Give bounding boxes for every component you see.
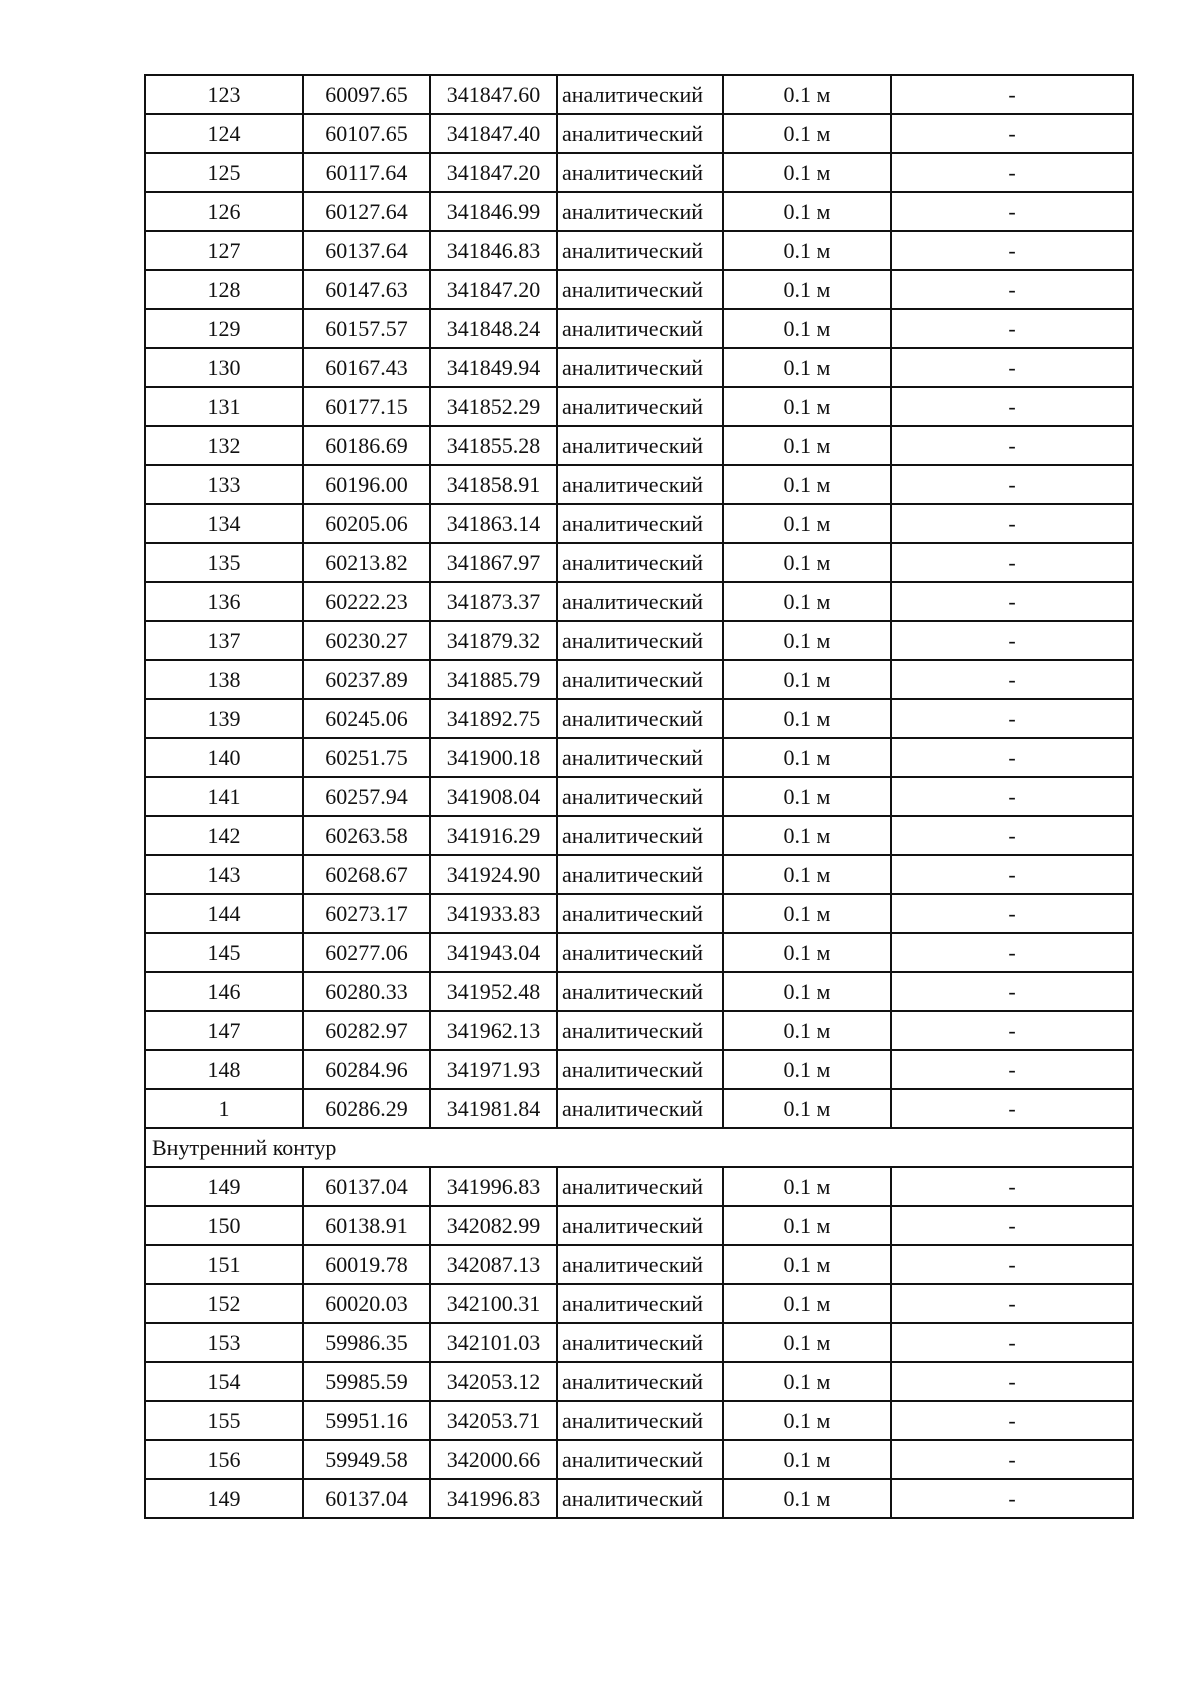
method-cell: аналитический: [557, 231, 723, 270]
note-cell: -: [891, 1011, 1133, 1050]
point-number-cell: 156: [145, 1440, 303, 1479]
y-coordinate-cell: 341943.04: [430, 933, 557, 972]
x-coordinate-cell: 60230.27: [303, 621, 430, 660]
table-row: [145, 1323, 1133, 1362]
note-cell: -: [891, 1284, 1133, 1323]
table-row: [145, 387, 1133, 426]
y-coordinate-cell: 341962.13: [430, 1011, 557, 1050]
accuracy-cell: 0.1 м: [723, 816, 891, 855]
y-coordinate-cell: 341863.14: [430, 504, 557, 543]
method-cell: аналитический: [557, 1284, 723, 1323]
table-row: [145, 933, 1133, 972]
point-number-cell: 126: [145, 192, 303, 231]
table-row: [145, 777, 1133, 816]
y-coordinate-cell: 342100.31: [430, 1284, 557, 1323]
method-cell: аналитический: [557, 777, 723, 816]
method-cell: аналитический: [557, 75, 723, 114]
table-row: [145, 855, 1133, 894]
method-cell: аналитический: [557, 738, 723, 777]
note-cell: -: [891, 699, 1133, 738]
y-coordinate-cell: 341847.20: [430, 270, 557, 309]
point-number-cell: 127: [145, 231, 303, 270]
section-header-group: [145, 1128, 1133, 1167]
y-coordinate-cell: 341867.97: [430, 543, 557, 582]
table-row: [145, 1050, 1133, 1089]
x-coordinate-cell: 59985.59: [303, 1362, 430, 1401]
note-cell: -: [891, 1479, 1133, 1518]
accuracy-cell: 0.1 м: [723, 153, 891, 192]
note-cell: -: [891, 1089, 1133, 1128]
x-coordinate-cell: 60273.17: [303, 894, 430, 933]
inner-contour-rows: [145, 1167, 1133, 1518]
table-row: [145, 192, 1133, 231]
method-cell: аналитический: [557, 465, 723, 504]
point-number-cell: 132: [145, 426, 303, 465]
method-cell: аналитический: [557, 1362, 723, 1401]
table-row: [145, 1206, 1133, 1245]
point-number-cell: 154: [145, 1362, 303, 1401]
method-cell: аналитический: [557, 1479, 723, 1518]
note-cell: -: [891, 972, 1133, 1011]
x-coordinate-cell: 59949.58: [303, 1440, 430, 1479]
method-cell: аналитический: [557, 1050, 723, 1089]
method-cell: аналитический: [557, 1167, 723, 1206]
y-coordinate-cell: 341900.18: [430, 738, 557, 777]
method-cell: аналитический: [557, 1245, 723, 1284]
point-number-cell: 145: [145, 933, 303, 972]
note-cell: -: [891, 933, 1133, 972]
accuracy-cell: 0.1 м: [723, 1440, 891, 1479]
accuracy-cell: 0.1 м: [723, 1323, 891, 1362]
point-number-cell: 147: [145, 1011, 303, 1050]
y-coordinate-cell: 341847.60: [430, 75, 557, 114]
note-cell: -: [891, 1440, 1133, 1479]
table-row: [145, 1362, 1133, 1401]
accuracy-cell: 0.1 м: [723, 1089, 891, 1128]
point-number-cell: 142: [145, 816, 303, 855]
y-coordinate-cell: 341846.83: [430, 231, 557, 270]
y-coordinate-cell: 341981.84: [430, 1089, 557, 1128]
y-coordinate-cell: 341892.75: [430, 699, 557, 738]
note-cell: -: [891, 270, 1133, 309]
point-number-cell: 129: [145, 309, 303, 348]
table-row: [145, 153, 1133, 192]
y-coordinate-cell: 341952.48: [430, 972, 557, 1011]
y-coordinate-cell: 341924.90: [430, 855, 557, 894]
x-coordinate-cell: 60196.00: [303, 465, 430, 504]
y-coordinate-cell: 342101.03: [430, 1323, 557, 1362]
y-coordinate-cell: 341879.32: [430, 621, 557, 660]
y-coordinate-cell: 342082.99: [430, 1206, 557, 1245]
method-cell: аналитический: [557, 270, 723, 309]
x-coordinate-cell: 60127.64: [303, 192, 430, 231]
method-cell: аналитический: [557, 114, 723, 153]
method-cell: аналитический: [557, 387, 723, 426]
x-coordinate-cell: 60138.91: [303, 1206, 430, 1245]
point-number-cell: 155: [145, 1401, 303, 1440]
table-row: [145, 1089, 1133, 1128]
point-number-cell: 141: [145, 777, 303, 816]
method-cell: аналитический: [557, 1323, 723, 1362]
table-row: [145, 894, 1133, 933]
point-number-cell: 134: [145, 504, 303, 543]
x-coordinate-cell: 59986.35: [303, 1323, 430, 1362]
point-number-cell: 151: [145, 1245, 303, 1284]
accuracy-cell: 0.1 м: [723, 1362, 891, 1401]
x-coordinate-cell: 60280.33: [303, 972, 430, 1011]
y-coordinate-cell: 341847.20: [430, 153, 557, 192]
accuracy-cell: 0.1 м: [723, 270, 891, 309]
point-number-cell: 123: [145, 75, 303, 114]
point-number-cell: 138: [145, 660, 303, 699]
point-number-cell: 136: [145, 582, 303, 621]
accuracy-cell: 0.1 м: [723, 855, 891, 894]
x-coordinate-cell: 60282.97: [303, 1011, 430, 1050]
accuracy-cell: 0.1 м: [723, 543, 891, 582]
accuracy-cell: 0.1 м: [723, 1284, 891, 1323]
y-coordinate-cell: 341847.40: [430, 114, 557, 153]
accuracy-cell: 0.1 м: [723, 1167, 891, 1206]
note-cell: -: [891, 1050, 1133, 1089]
y-coordinate-cell: 342087.13: [430, 1245, 557, 1284]
table-row: [145, 504, 1133, 543]
x-coordinate-cell: 60167.43: [303, 348, 430, 387]
note-cell: -: [891, 582, 1133, 621]
x-coordinate-cell: 60251.75: [303, 738, 430, 777]
method-cell: аналитический: [557, 348, 723, 387]
point-number-cell: 133: [145, 465, 303, 504]
method-cell: аналитический: [557, 1206, 723, 1245]
accuracy-cell: 0.1 м: [723, 465, 891, 504]
method-cell: аналитический: [557, 192, 723, 231]
x-coordinate-cell: 60097.65: [303, 75, 430, 114]
point-number-cell: 143: [145, 855, 303, 894]
point-number-cell: 150: [145, 1206, 303, 1245]
x-coordinate-cell: 60237.89: [303, 660, 430, 699]
section-header-row: [145, 1128, 1133, 1167]
table-row: [145, 972, 1133, 1011]
method-cell: аналитический: [557, 933, 723, 972]
y-coordinate-cell: 341996.83: [430, 1167, 557, 1206]
method-cell: аналитический: [557, 543, 723, 582]
x-coordinate-cell: 60107.65: [303, 114, 430, 153]
x-coordinate-cell: 60137.64: [303, 231, 430, 270]
table-row: [145, 738, 1133, 777]
table-row: [145, 465, 1133, 504]
table-row: [145, 1167, 1133, 1206]
table-row: [145, 1479, 1133, 1518]
method-cell: аналитический: [557, 309, 723, 348]
x-coordinate-cell: 60205.06: [303, 504, 430, 543]
table-row: [145, 426, 1133, 465]
accuracy-cell: 0.1 м: [723, 933, 891, 972]
table-row: [145, 270, 1133, 309]
y-coordinate-cell: 341852.29: [430, 387, 557, 426]
method-cell: аналитический: [557, 153, 723, 192]
x-coordinate-cell: 60257.94: [303, 777, 430, 816]
table-row: [145, 816, 1133, 855]
accuracy-cell: 0.1 м: [723, 309, 891, 348]
point-number-cell: 137: [145, 621, 303, 660]
method-cell: аналитический: [557, 699, 723, 738]
accuracy-cell: 0.1 м: [723, 699, 891, 738]
y-coordinate-cell: 341885.79: [430, 660, 557, 699]
y-coordinate-cell: 342000.66: [430, 1440, 557, 1479]
x-coordinate-cell: 60147.63: [303, 270, 430, 309]
note-cell: -: [891, 348, 1133, 387]
table-row: [145, 1284, 1133, 1323]
method-cell: аналитический: [557, 660, 723, 699]
point-number-cell: 144: [145, 894, 303, 933]
x-coordinate-cell: 60186.69: [303, 426, 430, 465]
y-coordinate-cell: 341916.29: [430, 816, 557, 855]
point-number-cell: 131: [145, 387, 303, 426]
method-cell: аналитический: [557, 1011, 723, 1050]
note-cell: -: [891, 816, 1133, 855]
point-number-cell: 149: [145, 1479, 303, 1518]
accuracy-cell: 0.1 м: [723, 348, 891, 387]
y-coordinate-cell: 342053.71: [430, 1401, 557, 1440]
table-row: [145, 1011, 1133, 1050]
table-row: [145, 1245, 1133, 1284]
y-coordinate-cell: 342053.12: [430, 1362, 557, 1401]
y-coordinate-cell: 341855.28: [430, 426, 557, 465]
table-row: [145, 1401, 1133, 1440]
section-label: Внутренний контур: [145, 1128, 1133, 1167]
note-cell: -: [891, 231, 1133, 270]
method-cell: аналитический: [557, 426, 723, 465]
y-coordinate-cell: 341971.93: [430, 1050, 557, 1089]
x-coordinate-cell: 60263.58: [303, 816, 430, 855]
method-cell: аналитический: [557, 1440, 723, 1479]
note-cell: -: [891, 153, 1133, 192]
method-cell: аналитический: [557, 894, 723, 933]
point-number-cell: 125: [145, 153, 303, 192]
y-coordinate-cell: 341873.37: [430, 582, 557, 621]
method-cell: аналитический: [557, 582, 723, 621]
x-coordinate-cell: 60020.03: [303, 1284, 430, 1323]
point-number-cell: 139: [145, 699, 303, 738]
table-row: [145, 114, 1133, 153]
point-number-cell: 153: [145, 1323, 303, 1362]
note-cell: -: [891, 660, 1133, 699]
table-row: [145, 231, 1133, 270]
accuracy-cell: 0.1 м: [723, 1050, 891, 1089]
y-coordinate-cell: 341908.04: [430, 777, 557, 816]
accuracy-cell: 0.1 м: [723, 1011, 891, 1050]
note-cell: -: [891, 1206, 1133, 1245]
note-cell: -: [891, 1245, 1133, 1284]
accuracy-cell: 0.1 м: [723, 1206, 891, 1245]
note-cell: -: [891, 1362, 1133, 1401]
method-cell: аналитический: [557, 816, 723, 855]
note-cell: -: [891, 738, 1133, 777]
note-cell: -: [891, 465, 1133, 504]
x-coordinate-cell: 60268.67: [303, 855, 430, 894]
note-cell: -: [891, 855, 1133, 894]
note-cell: -: [891, 192, 1133, 231]
table-row: [145, 660, 1133, 699]
method-cell: аналитический: [557, 1401, 723, 1440]
x-coordinate-cell: 60277.06: [303, 933, 430, 972]
accuracy-cell: 0.1 м: [723, 192, 891, 231]
x-coordinate-cell: 60117.64: [303, 153, 430, 192]
point-number-cell: 148: [145, 1050, 303, 1089]
note-cell: -: [891, 1401, 1133, 1440]
point-number-cell: 152: [145, 1284, 303, 1323]
point-number-cell: 1: [145, 1089, 303, 1128]
outer-contour-rows: [145, 75, 1133, 1128]
accuracy-cell: 0.1 м: [723, 777, 891, 816]
note-cell: -: [891, 114, 1133, 153]
point-number-cell: 140: [145, 738, 303, 777]
note-cell: -: [891, 387, 1133, 426]
y-coordinate-cell: 341849.94: [430, 348, 557, 387]
table-row: [145, 543, 1133, 582]
accuracy-cell: 0.1 м: [723, 75, 891, 114]
table-row: [145, 699, 1133, 738]
table-row: [145, 75, 1133, 114]
point-number-cell: 149: [145, 1167, 303, 1206]
coordinates-table: [144, 74, 1134, 1519]
method-cell: аналитический: [557, 621, 723, 660]
x-coordinate-cell: 60157.57: [303, 309, 430, 348]
method-cell: аналитический: [557, 504, 723, 543]
x-coordinate-cell: 60137.04: [303, 1479, 430, 1518]
table-row: [145, 1440, 1133, 1479]
x-coordinate-cell: 59951.16: [303, 1401, 430, 1440]
accuracy-cell: 0.1 м: [723, 894, 891, 933]
point-number-cell: 135: [145, 543, 303, 582]
table-row: [145, 309, 1133, 348]
note-cell: -: [891, 1323, 1133, 1362]
x-coordinate-cell: 60177.15: [303, 387, 430, 426]
y-coordinate-cell: 341848.24: [430, 309, 557, 348]
method-cell: аналитический: [557, 972, 723, 1011]
note-cell: -: [891, 543, 1133, 582]
accuracy-cell: 0.1 м: [723, 504, 891, 543]
y-coordinate-cell: 341933.83: [430, 894, 557, 933]
y-coordinate-cell: 341858.91: [430, 465, 557, 504]
method-cell: аналитический: [557, 1089, 723, 1128]
point-number-cell: 124: [145, 114, 303, 153]
x-coordinate-cell: 60286.29: [303, 1089, 430, 1128]
note-cell: -: [891, 426, 1133, 465]
y-coordinate-cell: 341846.99: [430, 192, 557, 231]
table-row: [145, 621, 1133, 660]
table-row: [145, 348, 1133, 387]
accuracy-cell: 0.1 м: [723, 1245, 891, 1284]
x-coordinate-cell: 60222.23: [303, 582, 430, 621]
accuracy-cell: 0.1 м: [723, 114, 891, 153]
x-coordinate-cell: 60213.82: [303, 543, 430, 582]
note-cell: -: [891, 894, 1133, 933]
accuracy-cell: 0.1 м: [723, 1479, 891, 1518]
y-coordinate-cell: 341996.83: [430, 1479, 557, 1518]
accuracy-cell: 0.1 м: [723, 582, 891, 621]
point-number-cell: 128: [145, 270, 303, 309]
accuracy-cell: 0.1 м: [723, 972, 891, 1011]
note-cell: -: [891, 621, 1133, 660]
point-number-cell: 130: [145, 348, 303, 387]
note-cell: -: [891, 1167, 1133, 1206]
accuracy-cell: 0.1 м: [723, 387, 891, 426]
accuracy-cell: 0.1 м: [723, 426, 891, 465]
accuracy-cell: 0.1 м: [723, 621, 891, 660]
x-coordinate-cell: 60019.78: [303, 1245, 430, 1284]
accuracy-cell: 0.1 м: [723, 660, 891, 699]
accuracy-cell: 0.1 м: [723, 231, 891, 270]
x-coordinate-cell: 60245.06: [303, 699, 430, 738]
method-cell: аналитический: [557, 855, 723, 894]
note-cell: -: [891, 504, 1133, 543]
note-cell: -: [891, 777, 1133, 816]
table-row: [145, 582, 1133, 621]
x-coordinate-cell: 60284.96: [303, 1050, 430, 1089]
accuracy-cell: 0.1 м: [723, 1401, 891, 1440]
point-number-cell: 146: [145, 972, 303, 1011]
accuracy-cell: 0.1 м: [723, 738, 891, 777]
note-cell: -: [891, 309, 1133, 348]
x-coordinate-cell: 60137.04: [303, 1167, 430, 1206]
note-cell: -: [891, 75, 1133, 114]
